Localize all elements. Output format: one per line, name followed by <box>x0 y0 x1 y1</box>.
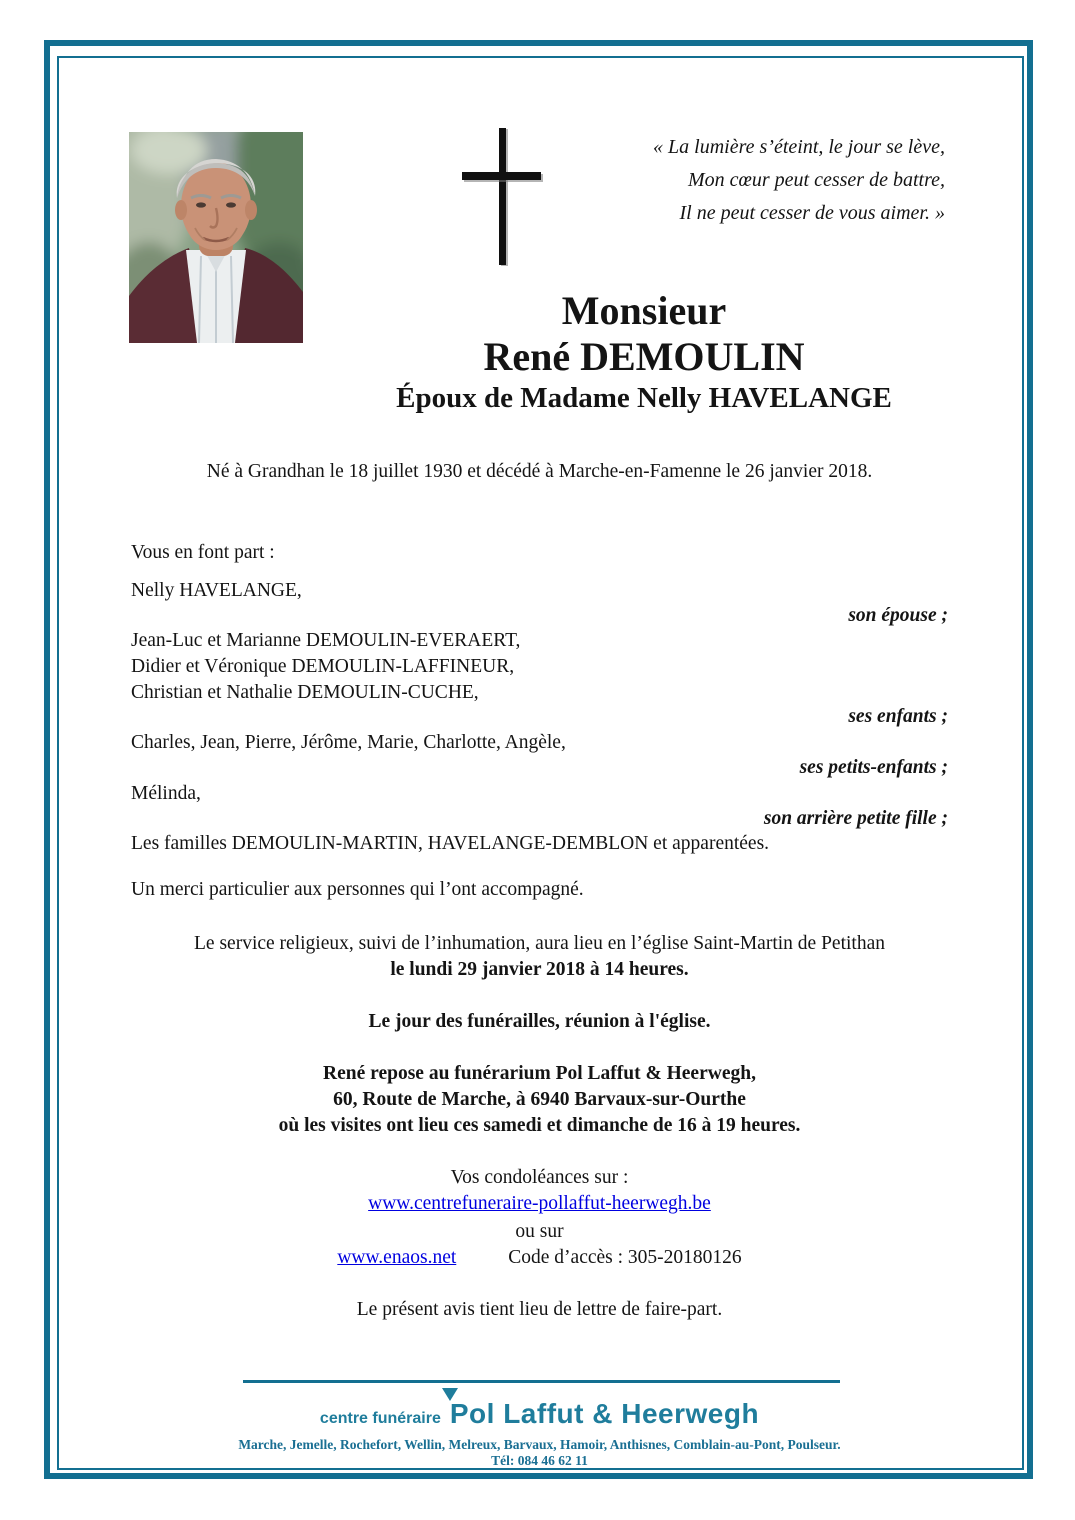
closing-line: Le présent avis tient lieu de lettre de faire-part. <box>356 1299 723 1320</box>
child-line-1: Jean-Luc et Marianne DEMOULIN-EVERAERT, <box>131 630 521 651</box>
child-line-3: Christian et Nathalie DEMOULIN-CUCHE, <box>131 682 479 703</box>
intro-line: Vous en font part : <box>131 542 275 563</box>
thanks-line: Un merci particulier aux personnes qui l’ont accompagné. <box>131 879 584 900</box>
spouse-name: Nelly HAVELANGE, <box>131 580 302 601</box>
logo-triangle-icon <box>442 1388 458 1401</box>
repose-line-1: René repose au funérarium Pol Laffut & Heerwegh, <box>323 1063 756 1084</box>
repose-line-3: où les visites ont lieu ces samedi et dimanche de 16 à 19 heures. <box>278 1115 801 1136</box>
logo-brand-name: Pol Laffut & Heerwegh <box>450 1398 759 1430</box>
condolences-intro: Vos condoléances sur : <box>450 1167 629 1188</box>
spouse-subtitle: Époux de Madame Nelly HAVELANGE <box>396 382 892 414</box>
grandchildren-line: Charles, Jean, Pierre, Jérôme, Marie, Charlotte, Angèle, <box>131 732 566 753</box>
service-line-2: le lundi 29 janvier 2018 à 14 heures. <box>390 959 689 980</box>
footer-divider <box>243 1380 840 1383</box>
quote-line-3: Il ne peut cesser de vous aimer. » <box>679 202 945 224</box>
reunion-line: Le jour des funérailles, réunion à l'église. <box>368 1011 711 1032</box>
access-code: Code d’accès : 305-20180126 <box>508 1247 742 1268</box>
funeral-home-website-link[interactable]: www.centrefuneraire-pollaffut-heerwegh.be <box>368 1193 711 1214</box>
or-line: ou sur <box>515 1221 564 1242</box>
relation-grandchildren: ses petits-enfants ; <box>799 757 948 778</box>
notice-body <box>131 0 948 1520</box>
birth-death-line: Né à Grandhan le 18 juillet 1930 et décédé à Marche-en-Famenne le 26 janvier 2018. <box>206 461 873 482</box>
salutation: Monsieur <box>561 288 727 333</box>
enaos-link[interactable]: www.enaos.net <box>337 1247 457 1268</box>
deceased-name: René DEMOULIN <box>483 334 805 379</box>
relation-great-grandchild: son arrière petite fille ; <box>763 808 948 829</box>
families-line: Les familles DEMOULIN-MARTIN, HAVELANGE-DEMBLON et apparentées. <box>131 833 770 854</box>
quote-line-1: « La lumière s’éteint, le jour se lève, <box>653 136 945 158</box>
funeral-home-logo <box>131 1398 948 1430</box>
logo-small-text: centre funéraire <box>319 1410 441 1427</box>
service-line-1: Le service religieux, suivi de l’inhumation, aura lieu en l’église Saint-Martin de Petithan <box>194 933 885 954</box>
child-line-2: Didier et Véronique DEMOULIN-LAFFINEUR, <box>131 656 515 677</box>
repose-line-2: 60, Route de Marche, à 6940 Barvaux-sur-Ourthe <box>333 1089 746 1110</box>
relation-spouse: son épouse ; <box>848 605 948 626</box>
enaos-line <box>131 1245 948 1271</box>
footer-phone-line: Tél: 084 46 62 11 <box>491 1453 588 1468</box>
footer-cities-line: Marche, Jemelle, Rochefort, Wellin, Melreux, Barvaux, Hamoir, Anthisnes, Comblain-au-Pont, Poulseur. <box>238 1437 841 1452</box>
great-grandchild-line: Mélinda, <box>131 783 201 804</box>
relation-children: ses enfants ; <box>848 706 948 727</box>
condolences-url-line <box>131 1191 948 1217</box>
quote-line-2: Mon cœur peut cesser de battre, <box>688 169 945 191</box>
